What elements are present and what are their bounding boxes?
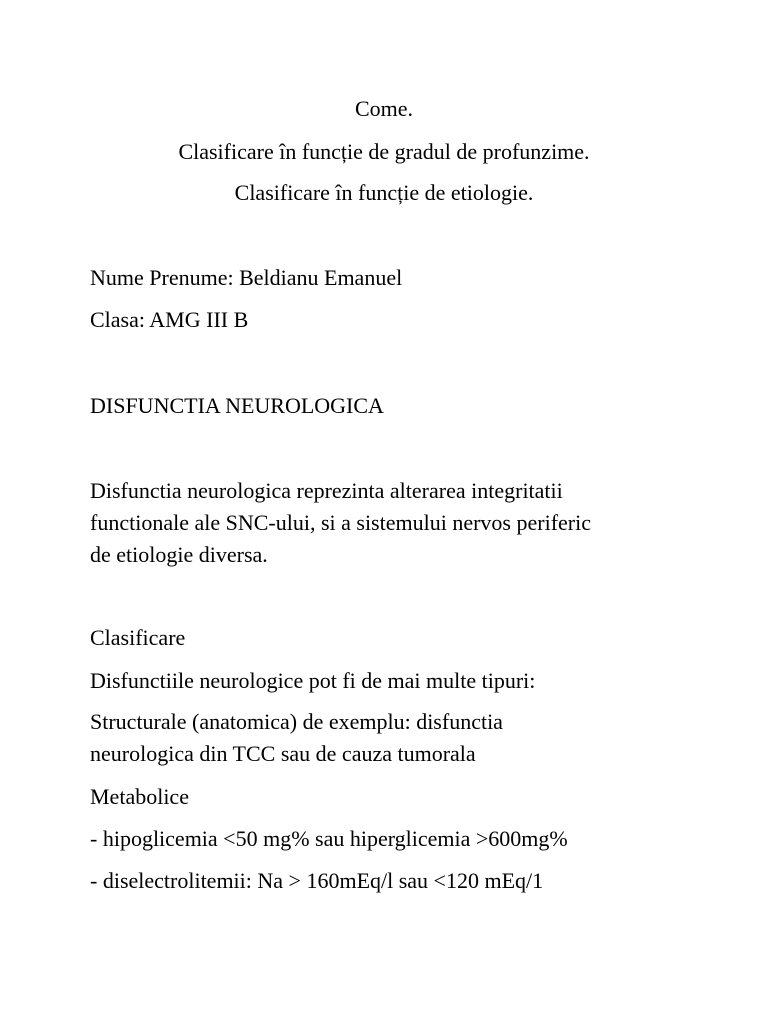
definition-line-2: functionale ale SNC-ului, si a sistemului nervos periferic [90,510,591,535]
definition-line-1: Disfunctia neurologica reprezinta alterarea integritatii [90,478,563,503]
structural-line-1: Structurale (anatomica) de exemplu: disfunctia [90,709,503,734]
structural-line-2: neurologica din TCC sau de cauza tumorala [90,741,476,766]
definition-line-3: de etiologie diversa. [90,542,268,567]
title-line-1: Come. [354,96,414,121]
metabolic-heading: Metabolice [90,784,189,809]
classification-intro: Disfunctiile neurologice pot fi de mai multe tipuri: [90,668,536,693]
metabolic-item-2: - diselectrolitemii: Na > 160mEq/l sau <120 mEq/1 [90,868,544,893]
student-class: Clasa: AMG III B [90,307,249,332]
metabolic-item-1: - hipoglicemia <50 mg% sau hiperglicemia >600mg% [90,826,568,851]
section-heading: DISFUNCTIA NEUROLOGICA [90,393,384,418]
title-line-2: Clasificare în funcție de gradul de profunzime. [178,139,590,164]
student-name: Nume Prenume: Beldianu Emanuel [90,265,403,290]
classification-heading: Clasificare [90,625,186,650]
title-line-3: Clasificare în funcție de etiologie. [234,180,534,205]
